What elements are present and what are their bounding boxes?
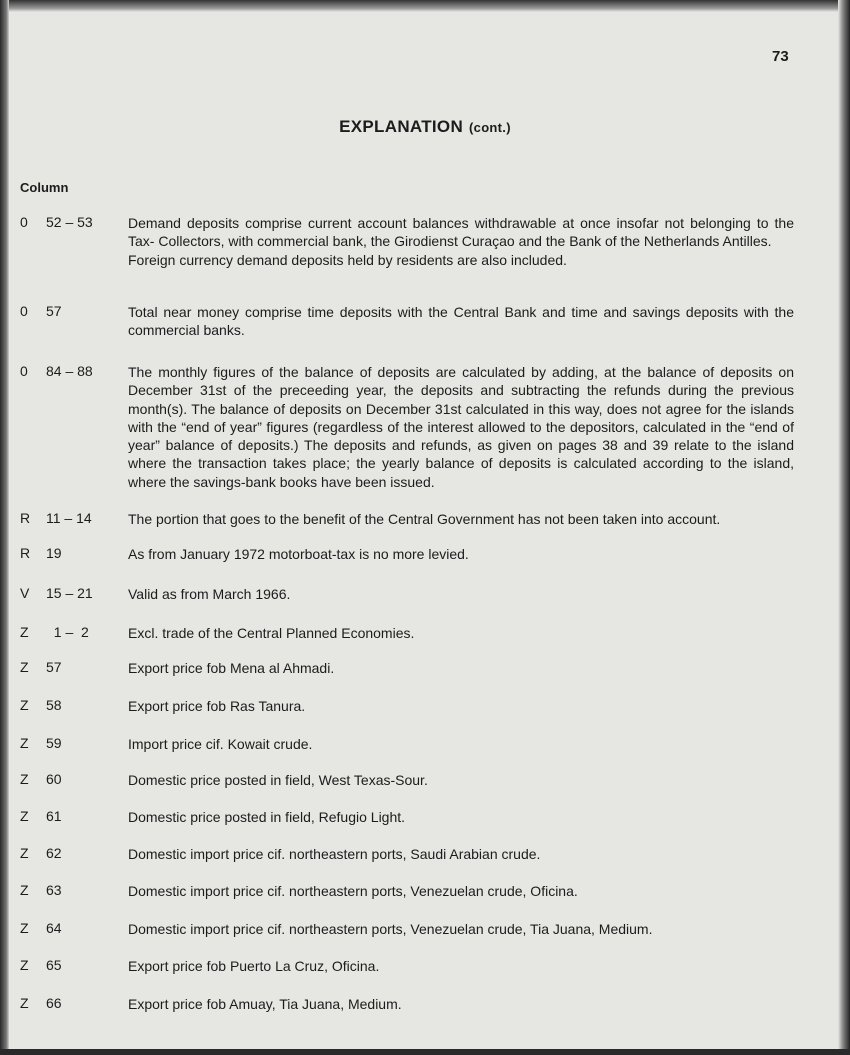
entry-text — [128, 845, 794, 863]
entry-text — [128, 697, 794, 715]
entry-code: Z — [20, 659, 29, 675]
entry-paragraph: Valid as from March 1966. — [128, 586, 291, 602]
entry-paragraph: The monthly figures of the balance of deposits are calculated by adding, at the balance of deposits on December 31st of the preceeding year, the deposits and subtracting the refunds during the previous month(s). The balance of deposits on December 31st calculated in this way, does not agree for the islands with the “end of year” figures (regardless of the interest allowed to the depositors, calculated in the “end of year” balance of deposits.) The deposits and refunds, as given on pages 38 and 39 relate to the island where the transaction takes place; the yearly balance of deposits is calculated according to the island, where the savings-bank books have been issued. — [128, 364, 794, 490]
entry-code: Z — [20, 735, 29, 751]
entry-paragraph: Domestic price posted in field, Refugio Light. — [128, 809, 406, 825]
entry-paragraph: Domestic price posted in field, West Texas-Sour. — [128, 772, 428, 788]
entry-text — [128, 624, 794, 642]
entry-text — [128, 585, 794, 603]
entry-code: Z — [20, 882, 29, 898]
column-header: Column — [20, 180, 69, 195]
entry-text — [128, 510, 794, 528]
entry-paragraph: Domestic import price cif. northeastern ports, Venezuelan crude, Oficina. — [128, 883, 578, 899]
entry-code: Z — [20, 957, 29, 973]
entry-column-range: 62 — [46, 845, 62, 861]
entry-code: Z — [20, 808, 29, 824]
entry-text — [128, 545, 794, 563]
entry-column-range: 58 — [46, 697, 62, 713]
entry-code: 0 — [20, 214, 28, 230]
entry-paragraph: Export price fob Amuay, Tia Juana, Medium. — [128, 996, 402, 1012]
entry-column-range: 61 — [46, 808, 62, 824]
entry-code: 0 — [20, 303, 28, 319]
entry-paragraph: Foreign currency demand deposits held by residents are also included. — [128, 251, 567, 268]
entry-column-range: 1 – 2 — [46, 624, 89, 640]
entry-code: 0 — [20, 363, 28, 379]
entry-text — [128, 659, 794, 677]
entry-text — [128, 363, 794, 491]
entry-paragraph: Excl. trade of the Central Planned Economies. — [128, 625, 415, 641]
page-top-edge — [0, 0, 850, 12]
entry-text — [128, 771, 794, 789]
entry-column-range: 57 — [46, 659, 62, 675]
page-title — [0, 117, 850, 137]
entry-column-range: 65 — [46, 957, 62, 973]
entry-column-range: 52 – 53 — [46, 214, 93, 230]
entry-column-range: 59 — [46, 735, 62, 751]
entry-text — [128, 808, 794, 826]
entry-code: Z — [20, 624, 29, 640]
entry-code: Z — [20, 771, 29, 787]
entry-paragraph: Export price fob Ras Tanura. — [128, 698, 306, 714]
entry-column-range: 19 — [46, 545, 62, 561]
title-text: EXPLANATION — [339, 117, 464, 136]
entry-text — [128, 303, 794, 340]
entry-paragraph: Domestic import price cif. northeastern ports, Saudi Arabian crude. — [128, 846, 541, 862]
entry-code: R — [20, 510, 31, 526]
entry-column-range: 60 — [46, 771, 62, 787]
entry-paragraph: Import price cif. Kowait crude. — [128, 736, 313, 752]
entry-paragraph: Export price fob Mena al Ahmadi. — [128, 660, 335, 676]
entry-paragraph: The portion that goes to the benefit of the Central Government has not been taken into account. — [128, 511, 721, 527]
entry-column-range: 64 — [46, 920, 62, 936]
entry-text — [128, 214, 794, 269]
entry-code: Z — [20, 697, 29, 713]
page-bottom-edge — [0, 1049, 850, 1055]
entry-column-range: 63 — [46, 882, 62, 898]
entry-code: Z — [20, 995, 29, 1011]
entry-code: Z — [20, 845, 29, 861]
entry-code: Z — [20, 920, 29, 936]
page-binding-edge — [0, 0, 9, 1055]
entry-code: R — [20, 545, 31, 561]
entry-column-range: 66 — [46, 995, 62, 1011]
entry-paragraph: Total near money comprise time deposits with the Central Bank and time and savings deposits with the commercial banks. — [128, 304, 794, 339]
entry-paragraph: Demand deposits comprise current account balances withdrawable at once insofar not belonging to the Tax- Collectors, with commercial bank, the Girodienst Curaçao and the Bank of the Netherlands Antilles. — [128, 215, 794, 250]
entry-text — [128, 957, 794, 975]
entry-paragraph: Domestic import price cif. northeastern ports, Venezuelan crude, Tia Juana, Medium. — [128, 921, 653, 937]
entry-paragraph: As from January 1972 motorboat-tax is no more levied. — [128, 546, 469, 562]
entry-text — [128, 920, 794, 938]
page-right-edge — [838, 0, 850, 1055]
entry-column-range: 15 – 21 — [46, 585, 93, 601]
page-number: 73 — [772, 48, 789, 65]
entry-text — [128, 735, 794, 753]
entry-column-range: 11 – 14 — [46, 510, 92, 526]
entry-text — [128, 882, 794, 900]
entry-paragraph: Export price fob Puerto La Cruz, Oficina. — [128, 958, 380, 974]
entry-text — [128, 995, 794, 1013]
entry-column-range: 57 — [46, 303, 62, 319]
entry-column-range: 84 – 88 — [46, 363, 93, 379]
title-suffix: (cont.) — [469, 120, 511, 135]
entry-code: V — [20, 585, 30, 601]
